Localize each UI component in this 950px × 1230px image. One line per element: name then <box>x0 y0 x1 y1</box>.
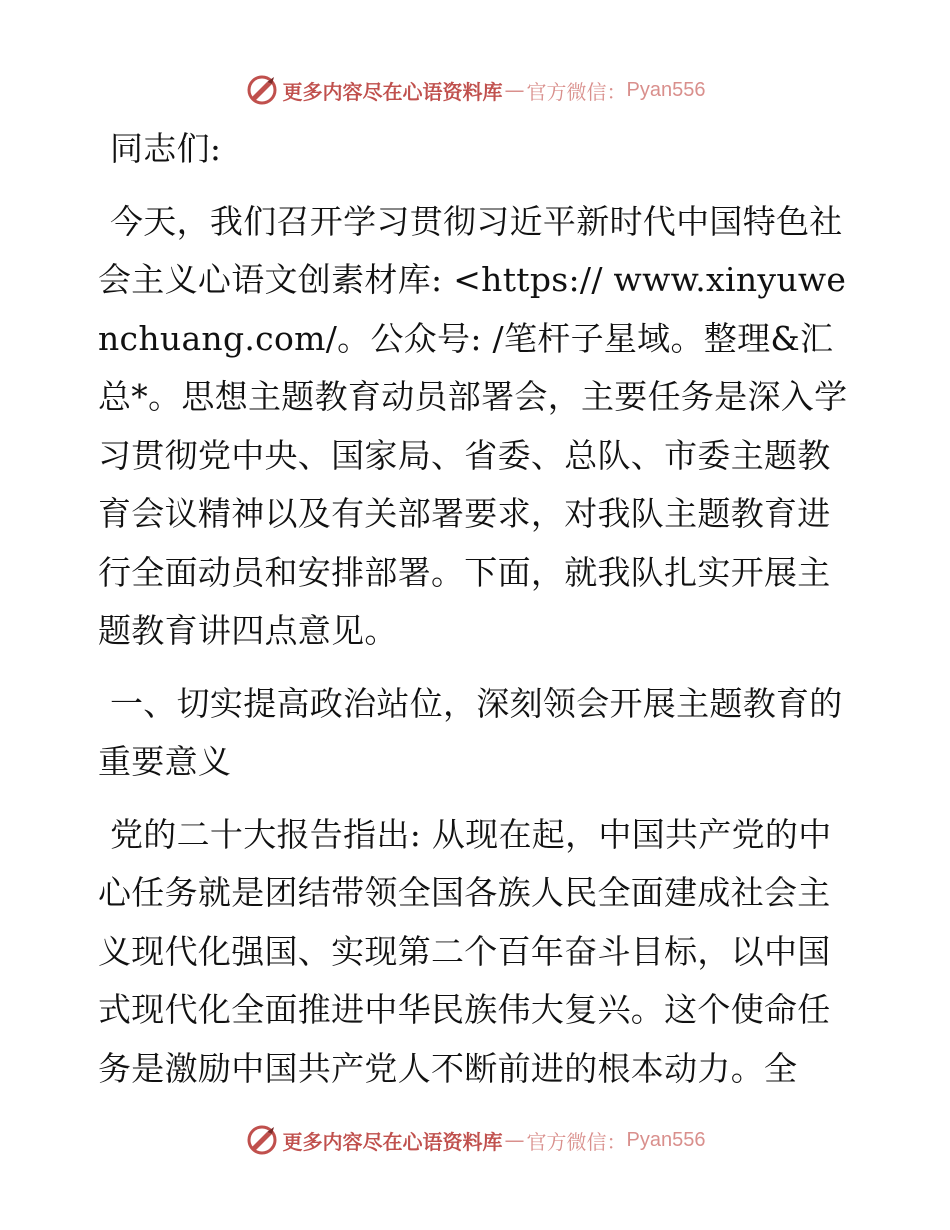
banner-separator: — <box>504 78 525 102</box>
greeting: 同志们: <box>110 129 222 168</box>
section-heading-1: 一、切实提高政治站位，深刻领会开展主题教育的重要意义 <box>98 683 843 781</box>
footer-watermark-banner <box>0 1120 950 1160</box>
pen-logo-icon <box>245 1123 279 1157</box>
banner-wechat-id: Pyan556 <box>626 1128 706 1151</box>
banner-wechat-label: 官方微信： <box>526 79 627 104</box>
banner-main-text: 更多内容尽在心语资料库 <box>282 79 503 104</box>
paragraph-intro: 今天，我们召开学习贯彻习近平新时代中国特色社会主义心语文创素材库: <https:// www.xinyuwenchuang.com/。公众号: /笔杆子星域。整理&汇总*。思想主题教育动员部署会，主要任务是深入学习贯彻党中央、国家局、省委、总队、市委主题教育会议精神以及有关部署要求，对我队主题教育进行全面动员和安排部署。下面，就我队扎实开展主题教育讲四点意见。 <box>98 201 848 650</box>
paragraph-section-1: 党的二十大报告指出: 从现在起，中国共产党的中心任务就是团结带领全国各族人民全面建成社会主义现代化强国、实现第二个百年奋斗目标，以中国式现代化全面推进中华民族伟大复兴。这个使命任务是激励中国共产党人不断前进的根本动力。全 <box>98 814 832 1088</box>
banner-wechat-label: 官方微信： <box>526 1129 627 1154</box>
pen-logo-icon <box>245 73 279 107</box>
banner-wechat-id: Pyan556 <box>626 78 706 101</box>
banner-separator: — <box>504 1128 525 1152</box>
banner-main-text: 更多内容尽在心语资料库 <box>282 1129 503 1154</box>
header-watermark-banner <box>0 70 950 110</box>
document-body <box>98 120 858 1112</box>
